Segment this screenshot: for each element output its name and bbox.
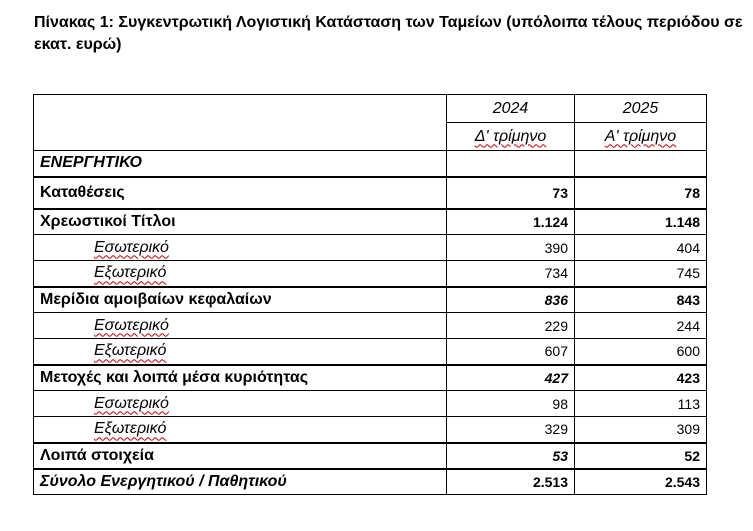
- empty-cell: [575, 151, 707, 177]
- row-label: [34, 339, 447, 365]
- row-label-text: Εσωτερικό: [94, 394, 169, 412]
- table-row: [34, 365, 707, 391]
- table-body: [34, 177, 707, 495]
- row-label-text: Λοιπά στοιχεία: [40, 446, 154, 464]
- row-label-text: Εξωτερικό: [94, 342, 167, 360]
- row-label-text: Χρεωστικοί Τίτλοι: [40, 212, 176, 230]
- quarter-label: Δ' τρίμηνο: [474, 127, 547, 145]
- row-label: [34, 443, 447, 469]
- value-2025: 244: [575, 313, 707, 339]
- column-quarter-2024: [447, 123, 575, 151]
- table-row: [34, 443, 707, 469]
- table-row: [34, 235, 707, 261]
- table-title: Πίνακας 1: Συγκεντρωτική Λογιστική Κατάσταση των Ταμείων (υπόλοιπα τέλους περιόδου σε εκατ. ευρώ): [34, 14, 743, 53]
- row-label: [34, 365, 447, 391]
- header-row-years: [34, 95, 707, 123]
- row-label-text: Μερίδια αμοιβαίων κεφαλαίων: [40, 290, 272, 308]
- value-2024: 427: [447, 365, 575, 391]
- table-row: [34, 313, 707, 339]
- row-label-text: Καταθέσεις: [40, 183, 125, 201]
- table-row: [34, 261, 707, 287]
- row-label: [34, 313, 447, 339]
- column-year-2024: 2024: [447, 95, 575, 123]
- section-row: [34, 151, 707, 177]
- value-2024: 329: [447, 417, 575, 443]
- row-label: [34, 209, 447, 235]
- row-label-text: Εσωτερικό: [94, 238, 169, 256]
- value-2025: 78: [575, 177, 707, 209]
- value-2024: 53: [447, 443, 575, 469]
- empty-cell: [447, 151, 575, 177]
- value-2025: 113: [575, 391, 707, 417]
- header-blank-cell: [34, 123, 447, 151]
- table-row: [34, 391, 707, 417]
- value-2024: 229: [447, 313, 575, 339]
- row-label: [34, 417, 447, 443]
- row-label: [34, 235, 447, 261]
- header-row-quarters: [34, 123, 707, 151]
- column-year-2025: 2025: [575, 95, 707, 123]
- row-label: [34, 287, 447, 313]
- row-label-text: Μετοχές και λοιπά μέσα κυριότητας: [40, 368, 309, 386]
- row-label: [34, 391, 447, 417]
- value-2025: 309: [575, 417, 707, 443]
- value-2024: 2.513: [447, 469, 575, 495]
- value-2025: 2.543: [575, 469, 707, 495]
- value-2025: 404: [575, 235, 707, 261]
- value-2025: 1.148: [575, 209, 707, 235]
- column-quarter-2025: [575, 123, 707, 151]
- value-2025: 745: [575, 261, 707, 287]
- value-2024: 836: [447, 287, 575, 313]
- row-label-text: Εξωτερικό: [94, 264, 167, 282]
- value-2025: 600: [575, 339, 707, 365]
- row-label: [34, 261, 447, 287]
- table-row: [34, 339, 707, 365]
- row-label-text: Σύνολο Ενεργητικού / Παθητικού: [40, 472, 287, 490]
- table-row: [34, 287, 707, 313]
- value-2024: 73: [447, 177, 575, 209]
- value-2024: 390: [447, 235, 575, 261]
- quarter-label: Α' τρίμηνο: [604, 127, 677, 145]
- value-2025: 843: [575, 287, 707, 313]
- value-2024: 607: [447, 339, 575, 365]
- table-row: [34, 209, 707, 235]
- value-2025: 52: [575, 443, 707, 469]
- funds-balance-table: [33, 94, 707, 495]
- value-2024: 1.124: [447, 209, 575, 235]
- value-2024: 734: [447, 261, 575, 287]
- row-label-text: Εσωτερικό: [94, 316, 169, 334]
- table-row: [34, 469, 707, 495]
- table-row: [34, 177, 707, 209]
- row-label: [34, 177, 447, 209]
- row-label: [34, 469, 447, 495]
- value-2024: 98: [447, 391, 575, 417]
- value-2025: 423: [575, 365, 707, 391]
- row-label-text: Εξωτερικό: [94, 420, 167, 438]
- section-label: ΕΝΕΡΓΗΤΙΚΟ: [34, 151, 447, 177]
- table-row: [34, 417, 707, 443]
- header-blank-cell: [34, 95, 447, 123]
